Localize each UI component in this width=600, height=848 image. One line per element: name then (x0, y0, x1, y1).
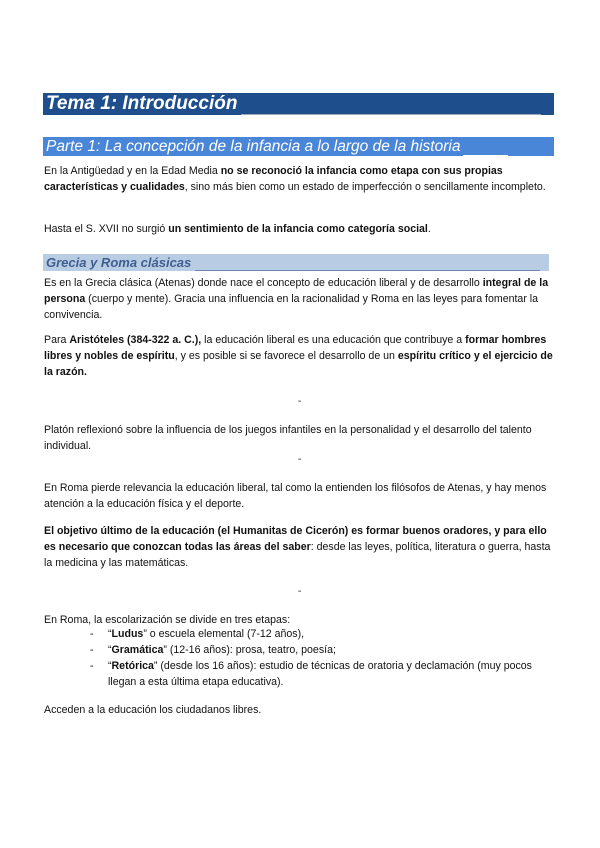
list-item: - “Retórica” (desde los 16 años): estudio de técnicas de oratoria y declamación (muy pocos llegan a esta última etapa educativa). (90, 658, 550, 690)
paragraph-siglo-xvii: Hasta el S. XVII no surgió un sentimiento de la infancia como categoría social. (44, 223, 431, 235)
heading-parte: Parte 1: La concepción de la infancia a lo largo de la historia (43, 137, 554, 156)
paragraph-roma: En Roma pierde relevancia la educación liberal, tal como la entienden los filósofos de Atenas, y hay menos atención a la educación física y el deporte. (44, 482, 547, 510)
heading-grecia-roma: Grecia y Roma clásicas (43, 254, 549, 271)
stages-list (90, 626, 550, 690)
heading-tema: Tema 1: Introducción (43, 93, 554, 115)
list-item: - “Ludus” o escuela elemental (7-12 años), (90, 626, 550, 642)
paragraph-platon: Platón reflexionó sobre la influencia de los juegos infantiles en la personalidad y el desarrollo del talento individual. (44, 424, 532, 452)
heading-rule (195, 258, 540, 271)
paragraph-escolarizacion: En Roma, la escolarización se divide en tres etapas: (44, 614, 291, 626)
separator-dash: - (298, 586, 302, 597)
paragraph-ciudadanos: Acceden a la educación los ciudadanos libres. (44, 704, 262, 716)
heading-rule (241, 100, 541, 115)
separator-dash: - (298, 396, 302, 407)
paragraph-aristoteles: Para Aristóteles (384-322 a. C.), la educación liberal es una educación que contribuye a formar hombres libres y nobles de espíritu, y es posible si se favorece el desarrollo de un espíritu crítico y el ejercicio de la razón. (44, 334, 553, 378)
paragraph-objetivo: El objetivo último de la educación (el Humanitas de Cicerón) es formar buenos oradores, y para ello es necesario que conozcan todas las áreas del saber: desde las leyes, política, literatura o guerra, hasta la medicina y las matemáticas. (44, 525, 551, 569)
paragraph-grecia: Es en la Grecia clásica (Atenas) donde nace el concepto de educación liberal y de desarrollo integral de la persona (cuerpo y mente). Gracia una influencia en la racionalidad y Roma en las leyes para fomentar la convivencia. (44, 277, 549, 321)
list-item: - “Gramática” (12-16 años): prosa, teatro, poesía; (90, 642, 550, 658)
paragraph-antiguedad: En la Antigüedad y en la Edad Media no se reconoció la infancia como etapa con sus propias características y cualidades, sino más bien como un estado de imperfección o sencillamente incompleto. (44, 165, 546, 193)
separator-dash: - (298, 454, 302, 465)
heading-rule (463, 142, 508, 156)
